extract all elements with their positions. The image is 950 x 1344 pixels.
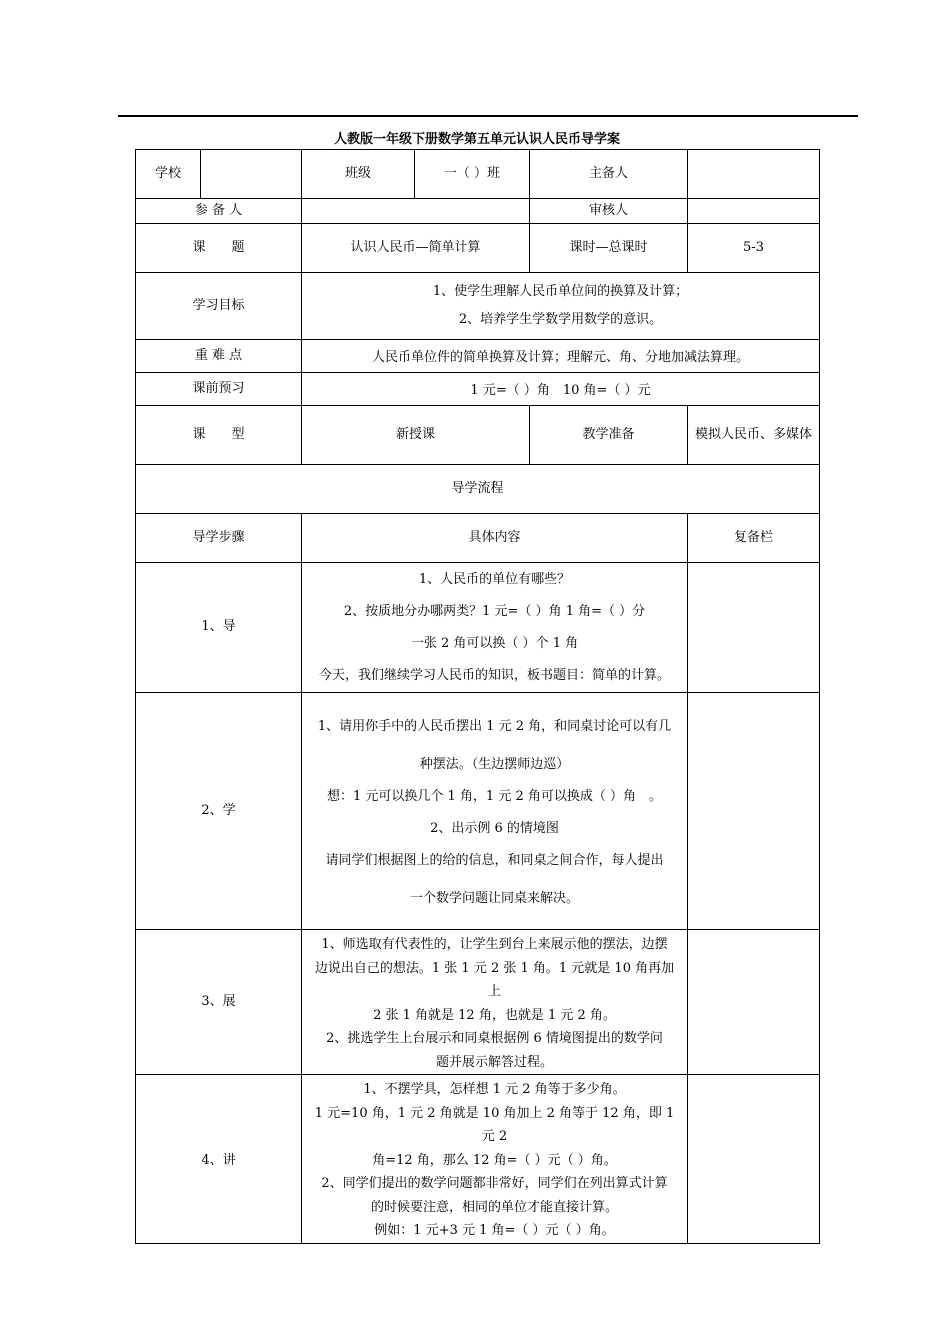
participants-value xyxy=(302,199,530,224)
content-line: 2、按质地分办哪两类？1 元=（ ）角 1 角=（ ）分 xyxy=(343,603,646,619)
content-line: 1、人民币的单位有哪些？ xyxy=(418,571,571,587)
lesson-plan-table xyxy=(135,149,820,1244)
key-points-value: 人民币单位件的简单换算及计算；理解元、角、分地加减法算理。 xyxy=(302,340,820,373)
preview-label: 课前预习 xyxy=(136,373,302,406)
content-line: 2、同学们提出的数学问题都非常好，同学们在列出算式计算 xyxy=(321,1176,668,1191)
prep-label: 教学准备 xyxy=(530,406,688,465)
period-label: 课时—总课时 xyxy=(530,224,688,273)
step-content xyxy=(302,693,688,930)
content-line: 2、挑选学生上台展示和同桌根据例 6 情境图提出的数学问 xyxy=(326,1031,663,1046)
content-line: 种摆法。（生边摆师边巡） xyxy=(419,756,570,772)
col-header-notes: 复备栏 xyxy=(688,514,820,563)
table-row-step-2 xyxy=(136,693,820,930)
goal-item: 2、培养学生学数学用数学的意识。 xyxy=(458,311,663,327)
preview-value: 1 元=（ ）角 10 角=（ ）元 xyxy=(302,373,820,406)
step-notes xyxy=(688,1075,820,1244)
row-key-points xyxy=(136,340,820,373)
reviewer-label: 审核人 xyxy=(530,199,688,224)
content-line: 2、出示例 6 的情境图 xyxy=(430,820,559,836)
step-label: 2、学 xyxy=(136,693,302,930)
key-points-label: 重 难 点 xyxy=(136,340,302,373)
school-label: 学校 xyxy=(136,150,201,199)
school-value xyxy=(201,150,302,199)
row-school xyxy=(136,150,820,199)
row-topic xyxy=(136,224,820,273)
reviewer-value xyxy=(688,199,820,224)
row-participants xyxy=(136,199,820,224)
row-flow-title xyxy=(136,465,820,514)
content-line: 一个数学问题让同桌来解决。 xyxy=(409,890,579,906)
row-flow-headers xyxy=(136,514,820,563)
content-line: 1、请用你手中的人民币摆出 1 元 2 角，和同桌讨论可以有几 xyxy=(317,718,672,734)
content-line: 1、不摆学具，怎样想 1 元 2 角等于多少角。 xyxy=(363,1082,626,1097)
document-title: 人教版一年级下册数学第五单元认识人民币导学案 xyxy=(333,132,620,147)
goals-label: 学习目标 xyxy=(136,273,302,340)
lead-preparer-label: 主备人 xyxy=(530,150,688,199)
step-content xyxy=(302,930,688,1075)
content-line: 一张 2 角可以换（ ）个 1 角 xyxy=(410,635,579,651)
step-content xyxy=(302,563,688,693)
content-line: 题并展示解答过程。 xyxy=(435,1054,553,1070)
content-line: 今天，我们继续学习人民币的知识，板书题目：简单的计算。 xyxy=(318,667,670,683)
table-row-step-3 xyxy=(136,930,820,1075)
flow-title: 导学流程 xyxy=(136,465,820,514)
prep-value: 模拟人民币、多媒体 xyxy=(688,406,820,465)
goals-content xyxy=(302,273,820,340)
step-label: 1、导 xyxy=(136,563,302,693)
content-line: 2 张 1 角就是 12 角，也就是 1 元 2 角。 xyxy=(373,1007,616,1023)
step-notes xyxy=(688,563,820,693)
class-value: 一（ ）班 xyxy=(415,150,530,199)
content-line: 想：1 元可以换几个 1 角，1 元 2 角可以换成（ ）角 。 xyxy=(326,788,662,804)
lead-preparer-value xyxy=(688,150,820,199)
content-line: 边说出自己的想法。1 张 1 元 2 张 1 角。1 元就是 10 角再加上 xyxy=(314,960,675,999)
participants-label: 参 备 人 xyxy=(136,199,302,224)
period-value: 5-3 xyxy=(688,224,820,273)
goal-item: 1、使学生理解人民币单位间的换算及计算； xyxy=(432,284,689,300)
content-line: 请同学们根据图上的给的信息，和同桌之间合作，每人提出 xyxy=(325,852,664,868)
header-rule xyxy=(118,115,858,117)
row-lesson-type xyxy=(136,406,820,465)
step-notes xyxy=(688,693,820,930)
content-line: 1 元=10 角，1 元 2 角就是 10 角加上 2 角等于 12 角，即 1 元 2 xyxy=(314,1105,675,1144)
class-label: 班级 xyxy=(302,150,415,199)
row-preview xyxy=(136,373,820,406)
table-row-step-1 xyxy=(136,563,820,693)
step-label: 4、讲 xyxy=(136,1075,302,1244)
col-header-step: 导学步骤 xyxy=(136,514,302,563)
step-notes xyxy=(688,930,820,1075)
content-line: 1、师选取有代表性的，让学生到台上来展示他的摆法，边摆 xyxy=(321,937,668,952)
topic-value: 认识人民币—简单计算 xyxy=(302,224,530,273)
content-line: 例如：1 元+3 元 1 角=（ ）元（ ）角。 xyxy=(374,1223,615,1238)
step-content xyxy=(302,1075,688,1244)
content-line: 角=12 角，那么 12 角=（ ）元（ ）角。 xyxy=(372,1152,617,1168)
table-row-step-4 xyxy=(136,1075,820,1244)
content-line: 的时候要注意，相同的单位才能直接计算。 xyxy=(370,1199,618,1215)
lesson-type-value: 新授课 xyxy=(302,406,530,465)
row-goals xyxy=(136,273,820,340)
step-label: 3、展 xyxy=(136,930,302,1075)
col-header-content: 具体内容 xyxy=(302,514,688,563)
lesson-type-label: 课 型 xyxy=(136,406,302,465)
topic-label: 课 题 xyxy=(136,224,302,273)
